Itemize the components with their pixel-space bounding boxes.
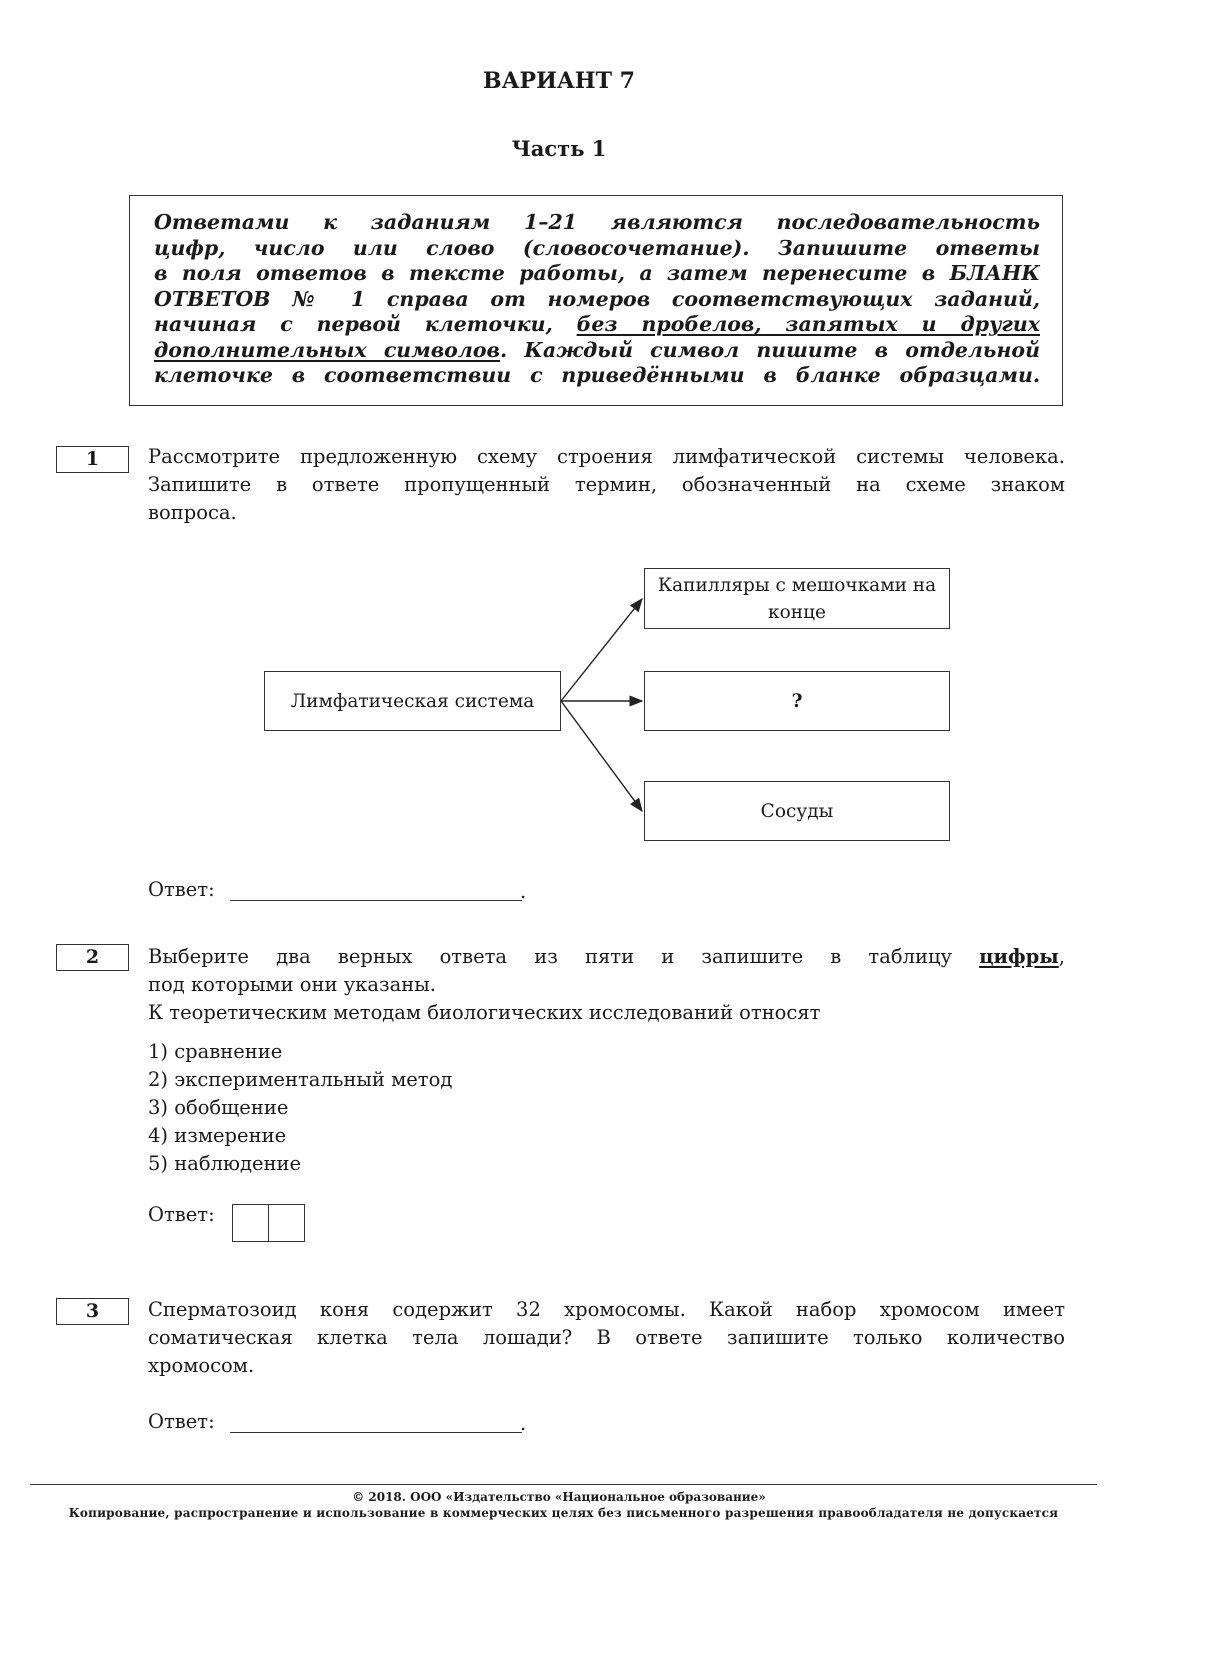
- instruction-underlined: без пробелов, запятых и других: [576, 312, 1040, 336]
- text-line: хромосом.: [148, 1354, 255, 1377]
- part-title: Часть 1: [511, 136, 607, 161]
- answer-label-1: Ответ:: [148, 878, 215, 901]
- option-1: 1) сравнение: [148, 1040, 283, 1063]
- text-line: К теоретическим методам биологических исследований относят: [148, 1001, 821, 1024]
- diagram-root-box: Лимфатическая система: [264, 671, 561, 731]
- task-number-1: 1: [56, 446, 129, 473]
- text-line: соматическая клетка тела лошади? В ответе запишите только количество: [148, 1326, 1065, 1349]
- task-2-text: [148, 943, 1065, 1027]
- answer-cells-2: [232, 1204, 305, 1242]
- answer-label-3: Ответ:: [148, 1410, 215, 1433]
- text-line: вопроса.: [148, 501, 237, 524]
- option-3: 3) обобщение: [148, 1096, 289, 1119]
- answer-period: .: [520, 880, 527, 903]
- answer-label-2: Ответ:: [148, 1203, 215, 1226]
- footer-notice: Копирование, распространение и использование в коммерческих целях без письменного разрешения правообладателя не допускается: [68, 1506, 1059, 1520]
- option-2: 2) экспериментальный метод: [148, 1068, 453, 1091]
- variant-title: ВАРИАНТ 7: [483, 68, 635, 94]
- instruction-line: в поля ответов в тексте работы, а затем перенесите в БЛАНК: [154, 261, 1040, 285]
- instruction-line: ОТВЕТОВ № 1 справа от номеров соответствующих заданий,: [154, 286, 1040, 311]
- arrow-to-capillaries: [561, 599, 642, 701]
- text-plain: Выберите два верных ответа из пяти и запишите в таблицу: [148, 945, 980, 968]
- arrow-to-vessels: [561, 701, 642, 811]
- task-3-text: [148, 1296, 1065, 1380]
- diagram-branch-capillaries: Капилляры с мешочками на конце: [644, 568, 950, 629]
- instruction-text: начиная с первой клеточки,: [154, 312, 577, 336]
- option-5: 5) наблюдение: [148, 1152, 302, 1175]
- task-number-3: 3: [56, 1298, 129, 1325]
- answer-cell[interactable]: [268, 1204, 305, 1242]
- text-line: Сперматозоид коня содержит 32 хромосомы. Какой набор хромосом имеет: [148, 1298, 1065, 1321]
- answer-period: .: [520, 1412, 527, 1435]
- text-line: Запишите в ответе пропущенный термин, обозначенный на схеме знаком: [148, 473, 1065, 496]
- text-line: [148, 943, 1065, 971]
- instruction-text: . Каждый символ пишите в отдельной: [499, 337, 1040, 362]
- text-line: под которыми они указаны.: [148, 973, 436, 996]
- text-emphasis: цифры: [979, 945, 1059, 968]
- instruction-line: Ответами к заданиям 1–21 являются последовательность: [154, 210, 1040, 234]
- diagram-branch-vessels: Сосуды: [644, 781, 950, 841]
- text-line: Рассмотрите предложенную схему строения лимфатической системы человека.: [148, 445, 1065, 468]
- option-4: 4) измерение: [148, 1124, 287, 1147]
- task-number-2: 2: [56, 944, 129, 971]
- footer-copyright: © 2018. ООО «Издательство «Национальное образование»: [352, 1490, 766, 1504]
- answer-field-3[interactable]: [230, 1412, 522, 1433]
- instruction-line: клеточке в соответствии с приведёнными в бланке образцами.: [154, 363, 1040, 387]
- diagram-branch-unknown: ?: [644, 671, 950, 731]
- options-list: [148, 1038, 452, 1178]
- footer-divider: [30, 1484, 1097, 1485]
- instruction-line: цифр, число или слово (словосочетание). Запишите ответы: [154, 235, 1040, 260]
- text-plain: ,: [1058, 945, 1065, 968]
- answer-field-1[interactable]: [230, 880, 522, 901]
- instruction-underlined: дополнительных символов: [154, 337, 500, 362]
- answer-cell[interactable]: [232, 1204, 269, 1242]
